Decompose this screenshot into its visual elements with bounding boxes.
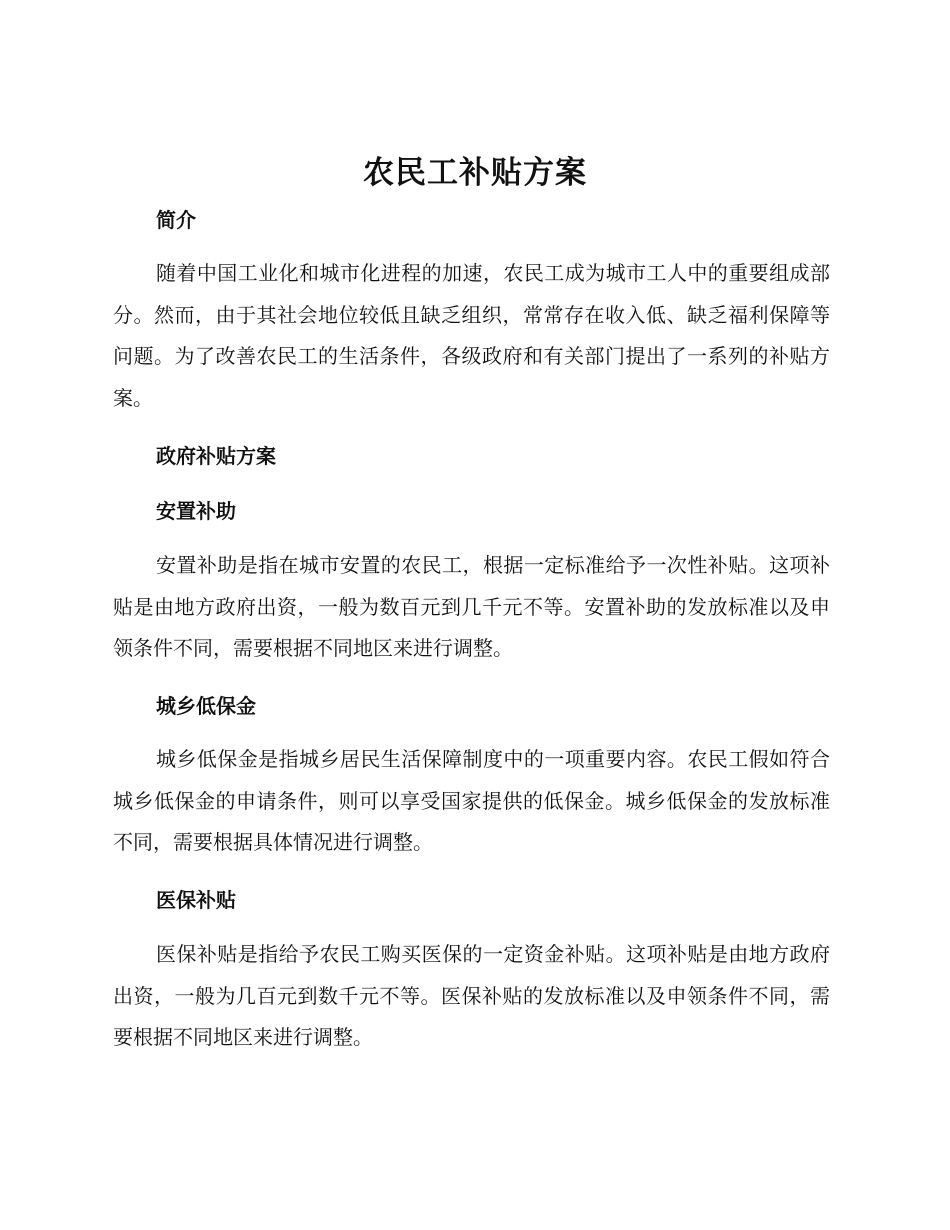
heading-dibao: 城乡低保金 — [156, 694, 256, 718]
paragraph-intro: 随着中国工业化和城市化进程的加速，农民工成为城市工人中的重要组成部分。然而，由于其社会地位较低且缺乏组织，常常存在收入低、缺乏福利保障等问题。为了改善农民工的生活条件，各级政府和有关部门提出了一系列的补贴方案。 — [113, 261, 830, 410]
paragraph-resettlement: 安置补助是指在城市安置的农民工，根据一定标准给予一次性补贴。这项补贴是由地方政府出资，一般为数百元到几千元不等。安置补助的发放标准以及申领条件不同，需要根据不同地区来进行调整。 — [113, 553, 830, 660]
paragraph-dibao: 城乡低保金是指城乡居民生活保障制度中的一项重要内容。农民工假如符合城乡低保金的申请条件，则可以享受国家提供的低保金。城乡低保金的发放标准不同，需要根据具体情况进行调整。 — [113, 747, 830, 854]
document-title: 农民工补贴方案 — [363, 155, 587, 191]
heading-resettlement: 安置补助 — [156, 499, 236, 523]
heading-intro: 简介 — [156, 208, 196, 232]
heading-gov-plan: 政府补贴方案 — [156, 444, 276, 468]
heading-medical: 医保补贴 — [156, 888, 236, 912]
paragraph-medical: 医保补贴是指给予农民工购买医保的一定资金补贴。这项补贴是由地方政府出资，一般为几百元到数千元不等。医保补贴的发放标准以及申领条件不同，需要根据不同地区来进行调整。 — [113, 942, 830, 1049]
